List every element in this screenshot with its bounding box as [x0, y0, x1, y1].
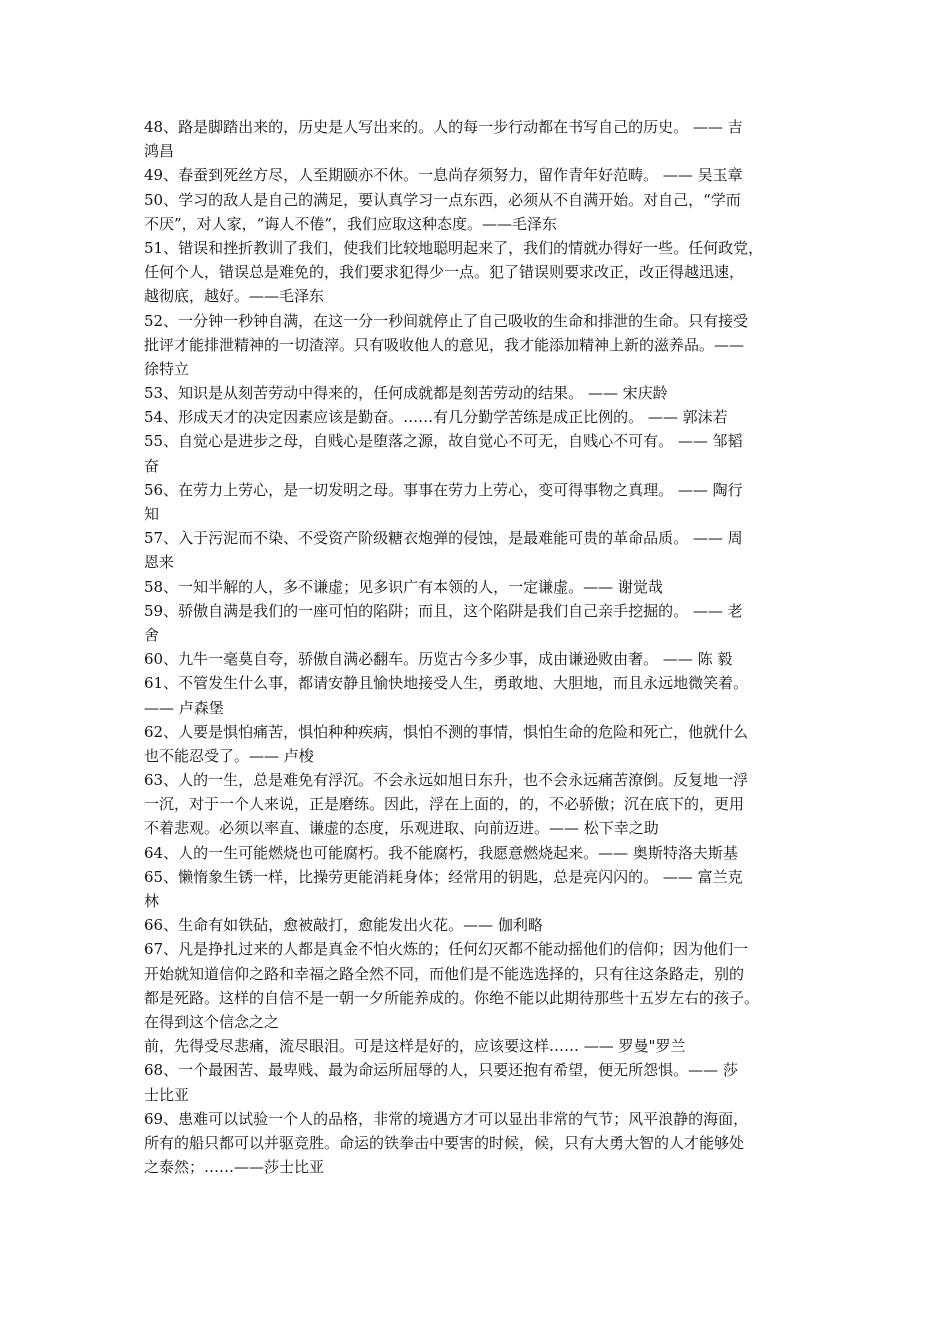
text-line: 54、形成天才的决定因素应该是勤奋。……有几分勤学苦练是成正比例的。 —— 郭沫若 [144, 408, 728, 427]
text-line: 60、九牛一毫莫自夸，骄傲自满必翻车。历览古今多少事，成由谦逊败由奢。 —— 陈 毅 [144, 650, 733, 669]
text-line: 恩来 [144, 553, 175, 572]
text-line: 前，先得受尽悲痛，流尽眼泪。可是这样是好的，应该要这样…… —— 罗曼"罗兰 [144, 1037, 686, 1056]
text-line: 62、人要是惧怕痛苦，惧怕种种疾病，惧怕不测的事情，惧怕生命的危险和死亡，他就什么 [144, 722, 749, 741]
text-line: 57、入于污泥而不染、不受资产阶级糖衣炮弹的侵蚀，是最难能可贵的革命品质。 —— 周 [144, 529, 743, 548]
text-line: 所有的船只都可以并驱竞胜。命运的铁拳击中要害的时候，候，只有大勇大智的人才能够处 [144, 1133, 745, 1152]
text-line: 在得到这个信念之之 [144, 1012, 280, 1031]
text-line: 批评才能排泄精神的一切渣滓。只有吸收他人的意见，我才能添加精神上新的滋养品。—— [144, 335, 745, 354]
text-line: 舍 [144, 625, 160, 644]
text-line: 58、一知半解的人，多不谦虚；见多识广有本领的人，一定谦虚。—— 谢觉哉 [144, 577, 663, 596]
text-line: 之泰然；……——莎士比亚 [144, 1158, 325, 1177]
text-line: 59、骄傲自满是我们的一座可怕的陷阱；而且，这个陷阱是我们自己亲手挖掘的。 —— 老 [144, 601, 743, 620]
text-line: 51、错误和挫折教训了我们，使我们比较地聪明起来了，我们的情就办得好一些。任何政党， [144, 238, 764, 257]
text-line: 士比亚 [144, 1085, 190, 1104]
text-line: 林 [144, 892, 160, 910]
text-line: 徐特立 [144, 359, 190, 378]
text-line: 50、学习的敌人是自己的满足，要认真学习一点东西，必须从不自满开始。对自己，“学而 [144, 190, 741, 209]
text-line: 也不能忍受了。—— 卢梭 [144, 746, 314, 765]
text-line: 一沉，对于一个人来说，正是磨练。因此，浮在上面的，的，不必骄傲；沉在底下的，更用 [144, 795, 745, 814]
text-line: 52、一分钟一秒钟自满，在这一分一秒间就停止了自己吸收的生命和排泄的生命。只有接受 [144, 311, 749, 330]
text-line: 奋 [144, 456, 160, 475]
text-line: 67、凡是挣扎过来的人都是真金不怕火炼的；任何幻灭都不能动摇他们的信仰；因为他们一 [144, 940, 749, 959]
text-line: 越彻底，越好。——毛泽东 [144, 287, 325, 306]
text-line: 49、春蚕到死丝方尽，人至期颐亦不休。一息尚存须努力，留作青年好范畴。 —— 吴玉章 [144, 166, 743, 185]
text-line: —— 卢森堡 [144, 698, 224, 717]
text-line: 任何个人，错误总是难免的，我们要求犯得少一点。犯了错误则要求改正，改正得越迅速， [144, 263, 745, 282]
text-line: 不着悲观。必须以率直、谦虚的态度，乐观进取、向前迈进。—— 松下幸之助 [144, 819, 659, 838]
text-line: 56、在劳力上劳心，是一切发明之母。事事在劳力上劳心，变可得事物之真理。 —— 陶行 [144, 480, 743, 499]
text-line: 开始就知道信仰之路和幸福之路全然不同，而他们是不能选选择的，只有往这条路走，别的 [144, 964, 745, 983]
text-line: 都是死路。这样的自信不是一朝一夕所能养成的。你绝不能以此期待那些十五岁左右的孩子。 [144, 988, 760, 1007]
text-line: 鸿昌 [144, 142, 175, 161]
text-line: 68、一个最困苦、最卑贱、最为命运所屈辱的人，只要还抱有希望，便无所怨惧。—— 莎 [144, 1061, 738, 1080]
text-line: 不厌”，对人家，“诲人不倦”，我们应取这种态度。——毛泽东 [144, 214, 558, 233]
text-line: 48、路是脚踏出来的，历史是人写出来的。人的每一步行动都在书写自己的历史。 —— 吉 [144, 118, 743, 136]
text-line: 65、懒惰象生锈一样，比操劳更能消耗身体；经常用的钥匙，总是亮闪闪的。 —— 富兰克 [144, 867, 743, 886]
text-line: 63、人的一生，总是难免有浮沉。不会永远如旭日东升，也不会永远痛苦潦倒。反复地一浮 [144, 771, 749, 790]
text-line: 61、不管发生什么事，都请安静且愉快地接受人生，勇敢地、大胆地，而且永远地微笑着。 [144, 674, 749, 693]
text-line: 64、人的一生可能燃烧也可能腐朽。我不能腐朽，我愿意燃烧起来。—— 奥斯特洛夫斯基 [144, 843, 738, 862]
text-line: 66、生命有如铁砧，愈被敲打，愈能发出火花。—— 伽利略 [144, 916, 543, 935]
text-line: 69、患难可以试验一个人的品格，非常的境遇方才可以显出非常的气节；风平浪静的海面， [144, 1109, 749, 1128]
text-line: 53、知识是从刻苦劳动中得来的，任何成就都是刻苦劳动的结果。 —— 宋庆龄 [144, 384, 668, 403]
text-line: 知 [144, 505, 160, 523]
text-line: 55、自觉心是进步之母，自贱心是堕落之源，故自觉心不可无，自贱心不可有。 —— 邹韬 [144, 432, 743, 451]
quote-list [144, 115, 809, 1179]
